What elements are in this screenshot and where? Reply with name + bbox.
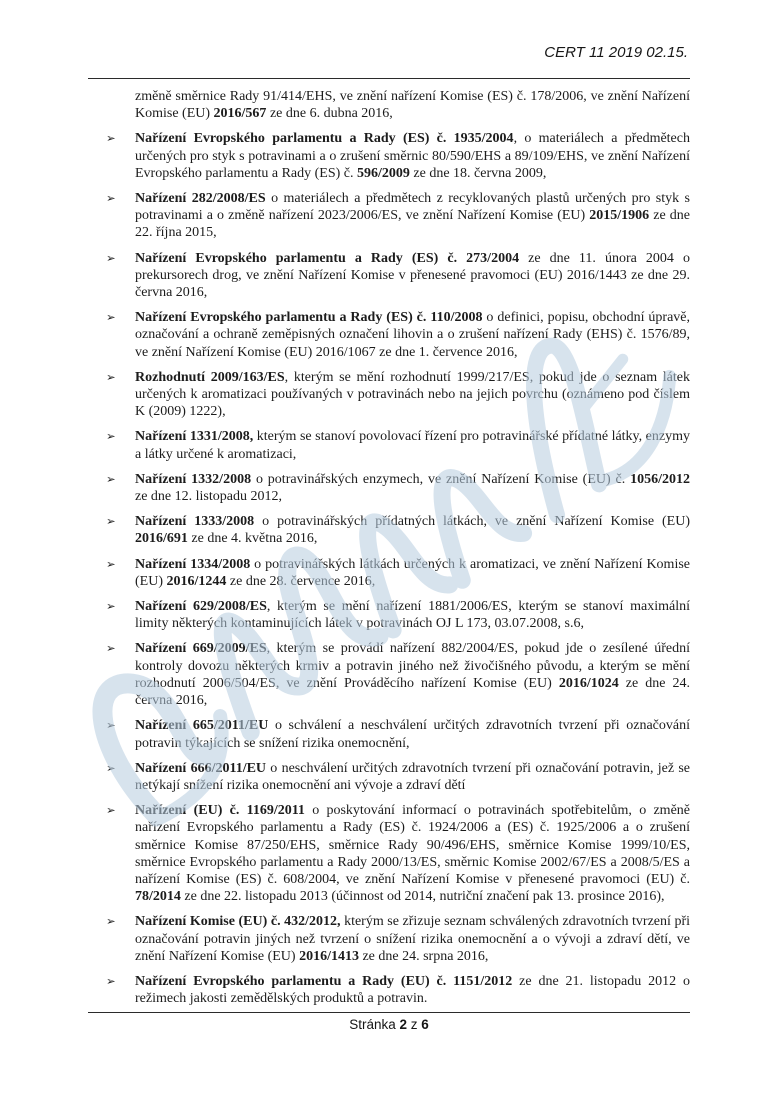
- list-item: [106, 598, 690, 632]
- list-item: [106, 913, 691, 965]
- text-run: o potravinářských přídatných látkách, ve znění Nařízení Komise (EU): [254, 514, 690, 530]
- bold-text-run: 1056/2012: [630, 471, 690, 487]
- list-item-text: [135, 640, 690, 709]
- page-footer: [88, 1012, 690, 1032]
- bold-text-run: Nařízení Evropského parlamentu a Rady (EU) č. 1151/2012: [135, 973, 513, 989]
- bold-text-run: Nařízení 669/2009/ES: [135, 641, 267, 657]
- text-run: ze dne 22. října 2015,: [135, 208, 690, 241]
- list-item: [106, 556, 691, 590]
- list-item-text: [135, 717, 690, 751]
- document-code: CERT 11 2019 02.15.: [544, 44, 688, 61]
- list-item-text: [135, 190, 690, 242]
- bold-text-run: Nařízení 1333/2008: [135, 514, 255, 530]
- bold-text-run: Nařízení 665/2011/EU: [135, 718, 269, 734]
- bold-text-run: Nařízení (EU) č. 1169/2011: [135, 803, 305, 819]
- bold-text-run: 78/2014: [135, 889, 181, 905]
- header-rule: [88, 78, 690, 79]
- text-run: Stránka: [349, 1017, 400, 1032]
- bullet-arrow-icon: ➢: [106, 718, 116, 733]
- list-item-text: [135, 309, 690, 361]
- text-run: změně směrnice Rady 91/414/EHS, ve znění nařízení Komise (ES) č. 178/2006, ve znění Nařízení Komise (EU): [135, 89, 690, 122]
- bold-text-run: 2016/1244: [166, 573, 227, 589]
- text-run: , o materiálech a předmětech určených pro styk s potravinami a o zrušení směrnic 80/590/EHS a 89/109/EHS, ve znění Nařízení Evropského parlamentu a Rady (ES) č.: [135, 131, 690, 181]
- text-run: ze dne 4. května 2016,: [187, 531, 318, 547]
- bold-text-run: Nařízení Evropského parlamentu a Rady (ES) č. 110/2008: [135, 310, 483, 326]
- list-item-text: [135, 130, 690, 182]
- text-run: , kterým se provádí nařízení 882/2004/ES, pokud jde o zesílené úřední kontroly dovozu některých krmiv a potravin jiného než živočišného původu, a kterým se mění rozhodnutí 2006/504/ES, ve znění Prováděcího nařízení Komise (EU): [135, 641, 690, 691]
- list-item-text: [135, 471, 690, 505]
- list-item: [106, 190, 690, 242]
- bullet-arrow-icon: ➢: [106, 429, 116, 444]
- text-run: ze dne 21. listopadu 2012 o režimech jakosti zemědělských produktů a potravin.: [135, 973, 690, 1007]
- list-item: [106, 250, 690, 302]
- text-run: o materiálech a předmětech z recyklovaných plastů určených pro styk s potravinami a o změně nařízení 2023/2006/ES, ve znění Nařízení Komise (EU): [135, 191, 690, 224]
- text-run: ze dne 22. listopadu 2013 (účinnost od 2014, nutriční značení pak 13. prosince 2016),: [180, 889, 665, 905]
- text-run: kterým se stanoví povolovací řízení pro potravinářské přídatné látky, enzymy a látky určené k aromatizaci,: [135, 429, 690, 462]
- text-run: ze dne 24. června 2016,: [135, 675, 690, 709]
- page-number: [88, 1017, 690, 1032]
- bold-text-run: 2016/1413: [299, 948, 359, 964]
- text-run: kterým se zřizuje seznam schválených zdravotních tvrzení při označování potravin jiných než tvrzení o snížení rizika onemocnění a o vývoji a zdraví dětí, ve znění Nařízení Komise (EU): [135, 914, 691, 964]
- list-item-text: [135, 250, 690, 302]
- document-body: [88, 88, 690, 1007]
- text-run: , kterým se mění nařízení 1881/2006/ES, kterým se stanoví maximální limity některých kontaminujících látek v potravinách OJ L 173, 03.07.2008, s.6,: [135, 599, 690, 632]
- text-run: ze dne 12. listopadu 2012,: [135, 489, 282, 505]
- bold-text-run: Nařízení 629/2008/ES: [135, 599, 267, 615]
- regulation-list: [106, 130, 691, 1007]
- list-item: [106, 369, 690, 421]
- text-run: ze dne 18. června 2009,: [409, 165, 547, 181]
- list-item-text: [135, 428, 690, 462]
- list-item: [106, 309, 691, 361]
- text-run: , kterým se mění rozhodnutí 1999/217/ES, pokud jde o seznam látek určených k aromatizaci používaných v potravinách nebo na jejich povrchu (oznámeno pod číslem K (2009) 1222),: [135, 369, 690, 420]
- list-item-text: [135, 556, 690, 590]
- bold-text-run: Nařízení 282/2008/ES: [135, 191, 266, 207]
- list-item: [106, 130, 690, 182]
- list-item: [106, 640, 690, 709]
- text-run: ze dne 24. srpna 2016,: [358, 948, 489, 964]
- bold-text-run: Nařízení 1332/2008: [135, 471, 252, 487]
- bullet-arrow-icon: ➢: [106, 514, 116, 529]
- bold-text-run: Nařízení 1334/2008: [135, 556, 251, 572]
- bullet-arrow-icon: ➢: [106, 369, 116, 384]
- bold-text-run: Nařízení 1331/2008,: [135, 429, 254, 445]
- bullet-arrow-icon: ➢: [106, 471, 116, 486]
- list-item: [106, 973, 690, 1007]
- text-run: o definici, popisu, obchodní úpravě, označování a ochraně zeměpisných označení lihovin a o zrušení nařízení Rady (EHS) č. 1576/89, ve znění Nařízení Komise (EU) 2016/1067 ze dne 1. července 2016,: [135, 310, 691, 360]
- bold-text-run: Nařízení 666/2011/EU: [135, 760, 267, 776]
- list-item-text: [135, 598, 690, 632]
- bold-text-run: 2: [399, 1017, 407, 1032]
- bullet-arrow-icon: ➢: [106, 973, 116, 988]
- text-run: ze dne 28. července 2016,: [226, 573, 376, 589]
- text-run: z: [407, 1017, 422, 1032]
- list-item: [106, 471, 690, 505]
- bold-text-run: 2016/691: [135, 531, 188, 547]
- bullet-arrow-icon: ➢: [106, 803, 116, 818]
- list-item: [106, 802, 690, 905]
- bold-text-run: 6: [421, 1017, 429, 1032]
- text-run: o neschválení určitých zdravotních tvrzení při označování potravin, jež se netýkají snížení rizika onemocnění ani vývoje a zdraví dětí: [135, 760, 690, 793]
- bullet-arrow-icon: ➢: [106, 131, 116, 146]
- bold-text-run: 2016/1024: [558, 675, 619, 691]
- bullet-arrow-icon: ➢: [106, 250, 116, 265]
- text-run: ze dne 11. února 2004 o prekursorech drog, ve znění Nařízení Komise v přenesené pravomoci (EU) 2016/1443 ze dne 29. června 2016,: [135, 250, 690, 301]
- bullet-arrow-icon: ➢: [106, 760, 116, 775]
- list-item-text: [135, 513, 690, 547]
- list-item-text: [135, 369, 690, 421]
- bold-text-run: Nařízení Komise (EU) č. 432/2012,: [135, 914, 341, 930]
- footer-rule: [88, 1012, 690, 1013]
- bullet-arrow-icon: ➢: [106, 641, 116, 656]
- text-run: o poskytování informací o potravinách spotřebitelům, o změně nařízení Evropského parlamentu a Rady (ES) č. 1924/2006 a (ES) č. 1925/2006 a o zrušení směrnice Komise 87/250/EHS, směrnice Rady 90/496/EHS, směrnice Komise 1999/10/ES, směrnice Evropského parlamentu a Rady 2000/13/ES, směrnic Komise 2002/67/ES a 2008/5/ES a nařízení Komise (ES) č. 608/2004, ve znění Nařízení Komise v přenesené pravomoci (EU) č.: [135, 803, 690, 887]
- bullet-arrow-icon: ➢: [106, 599, 116, 614]
- list-item: [106, 717, 690, 751]
- bullet-arrow-icon: ➢: [106, 914, 116, 929]
- list-item: [106, 760, 690, 794]
- list-item-text: [135, 973, 690, 1007]
- bold-text-run: 2016/567: [213, 106, 267, 122]
- list-item-text: [135, 913, 690, 965]
- list-item-text: [135, 802, 690, 905]
- list-item-text: [135, 760, 690, 794]
- text-run: o potravinářských látkách určených k aromatizaci, ve znění Nařízení Komise (EU): [135, 556, 691, 589]
- bold-text-run: Rozhodnutí 2009/163/ES: [135, 369, 285, 385]
- intro-paragraph: [135, 88, 690, 122]
- bold-text-run: 2015/1906: [589, 208, 650, 224]
- bullet-arrow-icon: ➢: [106, 556, 116, 571]
- text-run: o potravinářských enzymech, ve znění Nařízení Komise (EU) č.: [251, 471, 631, 487]
- bold-text-run: 596/2009: [357, 165, 410, 181]
- bold-text-run: Nařízení Evropského parlamentu a Rady (ES) č. 273/2004: [135, 250, 520, 266]
- list-item: [106, 428, 690, 462]
- text-run: ze dne 6. dubna 2016,: [266, 106, 393, 122]
- list-item: [106, 513, 690, 547]
- bullet-arrow-icon: ➢: [106, 191, 116, 206]
- bullet-arrow-icon: ➢: [106, 310, 116, 325]
- text-run: o schválení a neschválení určitých zdravotních tvrzení při označování potravin týkajících se snížení rizika onemocnění,: [135, 718, 690, 751]
- bold-text-run: Nařízení Evropského parlamentu a Rady (ES) č. 1935/2004: [135, 131, 514, 147]
